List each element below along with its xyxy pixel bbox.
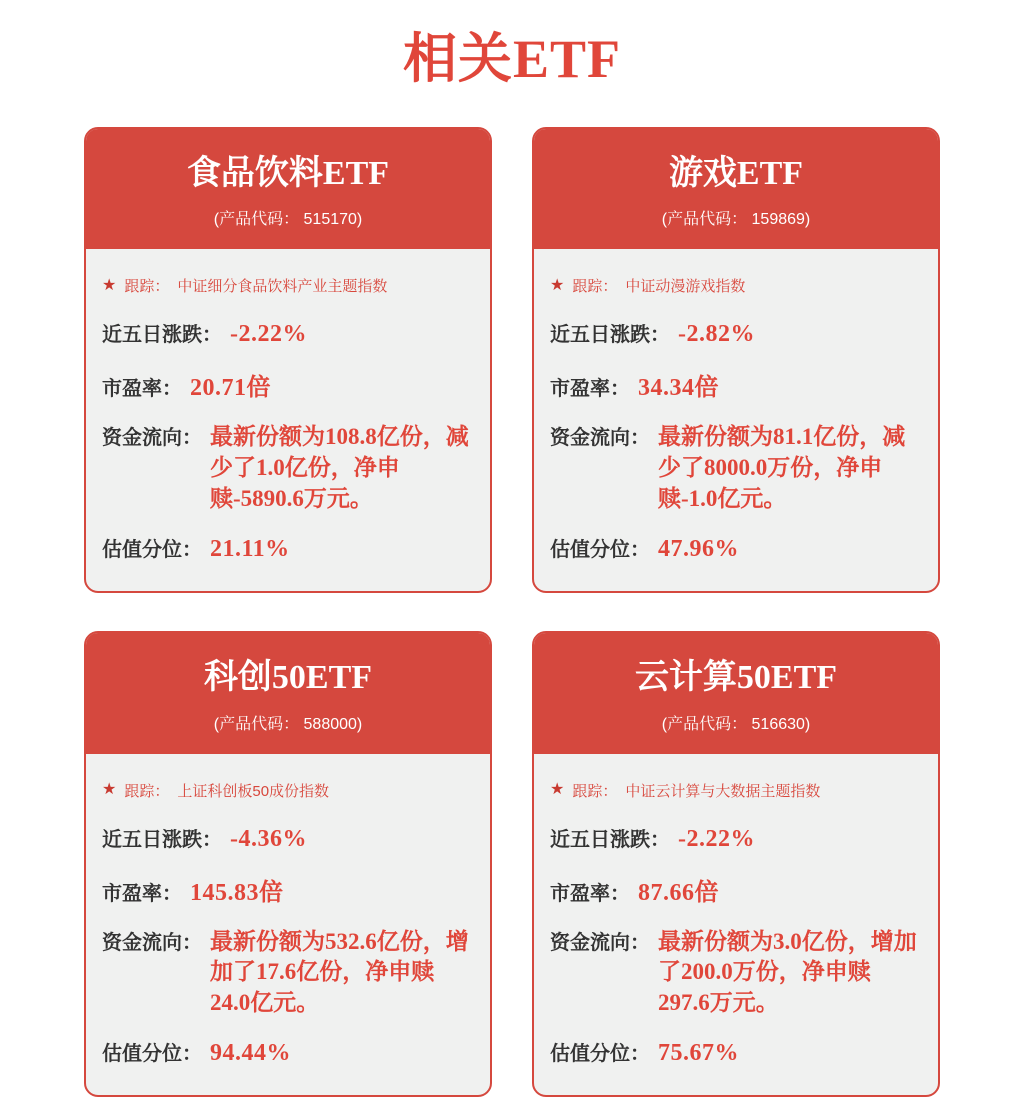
etf-name: 食品饮料ETF <box>186 155 390 192</box>
track-label: 跟踪： <box>124 782 170 800</box>
card-body <box>534 249 938 591</box>
pe-ratio-value: 145.83倍 <box>190 879 284 906</box>
card-header <box>534 129 938 249</box>
track-label: 跟踪： <box>572 278 618 296</box>
etf-product-code: (产品代码： 159869) <box>661 211 811 229</box>
track-label: 跟踪： <box>572 782 618 800</box>
tracked-index-name: 中证细分食品饮料产业主题指数 <box>177 278 388 296</box>
five-day-change-label: 近五日涨跌： <box>550 324 670 347</box>
pe-ratio-value: 20.71倍 <box>190 375 271 402</box>
five-day-change-row <box>102 823 474 853</box>
fund-flow-label: 资金流向： <box>550 427 650 450</box>
fund-flow-value: 最新份额为3.0亿份，增加了200.0万份，净申赎297.6万元。 <box>658 928 917 1015</box>
pe-ratio-row <box>550 367 922 402</box>
tracked-index-name: 上证科创板50成份指数 <box>177 782 330 800</box>
valuation-row <box>550 533 922 563</box>
valuation-value: 75.67% <box>658 1040 739 1067</box>
fund-flow-row <box>550 926 922 1019</box>
fund-flow-row <box>550 421 922 514</box>
etf-card-food-beverage <box>84 127 492 593</box>
track-row <box>102 275 474 296</box>
valuation-label: 估值分位： <box>550 1043 650 1066</box>
star-icon: ★ <box>102 276 117 294</box>
five-day-change-value: -2.22% <box>678 825 755 852</box>
valuation-row <box>102 1037 474 1067</box>
five-day-change-row <box>550 823 922 853</box>
five-day-change-value: -2.22% <box>230 321 307 348</box>
star-icon: ★ <box>550 781 565 799</box>
cards-grid <box>0 127 1024 1097</box>
pe-ratio-label: 市盈率： <box>102 378 182 401</box>
valuation-row <box>102 533 474 563</box>
star-icon: ★ <box>550 276 565 294</box>
pe-ratio-row <box>550 872 922 907</box>
five-day-change-label: 近五日涨跌： <box>550 828 670 851</box>
etf-card-star50 <box>84 631 492 1097</box>
track-label: 跟踪： <box>124 278 170 296</box>
pe-ratio-label: 市盈率： <box>102 882 182 905</box>
valuation-label: 估值分位： <box>102 1043 202 1066</box>
etf-product-code: (产品代码： 588000) <box>213 715 363 733</box>
tracked-index-name: 中证云计算与大数据主题指数 <box>625 782 821 800</box>
etf-product-code: (产品代码： 515170) <box>213 211 363 229</box>
etf-name: 游戏ETF <box>668 155 804 192</box>
fund-flow-row <box>102 421 474 514</box>
card-header <box>86 633 490 753</box>
valuation-value: 94.44% <box>210 1040 291 1067</box>
card-header <box>86 129 490 249</box>
valuation-value: 47.96% <box>658 536 739 563</box>
fund-flow-label: 资金流向： <box>102 427 202 450</box>
track-row <box>550 780 922 801</box>
five-day-change-value: -4.36% <box>230 825 307 852</box>
pe-ratio-row <box>102 367 474 402</box>
card-header <box>534 633 938 753</box>
card-body <box>534 754 938 1096</box>
pe-ratio-label: 市盈率： <box>550 882 630 905</box>
etf-name: 云计算50ETF <box>634 659 838 697</box>
pe-ratio-row <box>102 872 474 907</box>
star-icon: ★ <box>102 781 117 799</box>
valuation-row <box>550 1037 922 1067</box>
fund-flow-value: 最新份额为532.6亿份，增加了17.6亿份，净申赎24.0亿元。 <box>210 928 469 1015</box>
track-row <box>102 780 474 801</box>
card-body <box>86 754 490 1096</box>
five-day-change-value: -2.82% <box>678 321 755 348</box>
valuation-label: 估值分位： <box>102 539 202 562</box>
etf-product-code: (产品代码： 516630) <box>661 715 811 733</box>
etf-card-gaming <box>532 127 940 593</box>
valuation-label: 估值分位： <box>550 539 650 562</box>
etf-name: 科创50ETF <box>203 659 373 697</box>
five-day-change-row <box>550 318 922 348</box>
fund-flow-label: 资金流向： <box>550 931 650 954</box>
pe-ratio-label: 市盈率： <box>550 378 630 401</box>
valuation-value: 21.11% <box>210 536 290 563</box>
pe-ratio-value: 34.34倍 <box>638 375 719 402</box>
etf-card-cloud50 <box>532 631 940 1097</box>
card-body <box>86 249 490 591</box>
tracked-index-name: 中证动漫游戏指数 <box>625 278 746 296</box>
page-title: 相关ETF <box>402 29 622 89</box>
five-day-change-label: 近五日涨跌： <box>102 324 222 347</box>
fund-flow-value: 最新份额为81.1亿份，减少了8000.0万份，净申赎-1.0亿元。 <box>658 424 906 511</box>
track-row <box>550 275 922 296</box>
five-day-change-row <box>102 318 474 348</box>
fund-flow-label: 资金流向： <box>102 931 202 954</box>
pe-ratio-value: 87.66倍 <box>638 879 719 906</box>
five-day-change-label: 近五日涨跌： <box>102 828 222 851</box>
fund-flow-value: 最新份额为108.8亿份，减少了1.0亿份，净申赎-5890.6万元。 <box>210 424 469 511</box>
fund-flow-row <box>102 926 474 1019</box>
